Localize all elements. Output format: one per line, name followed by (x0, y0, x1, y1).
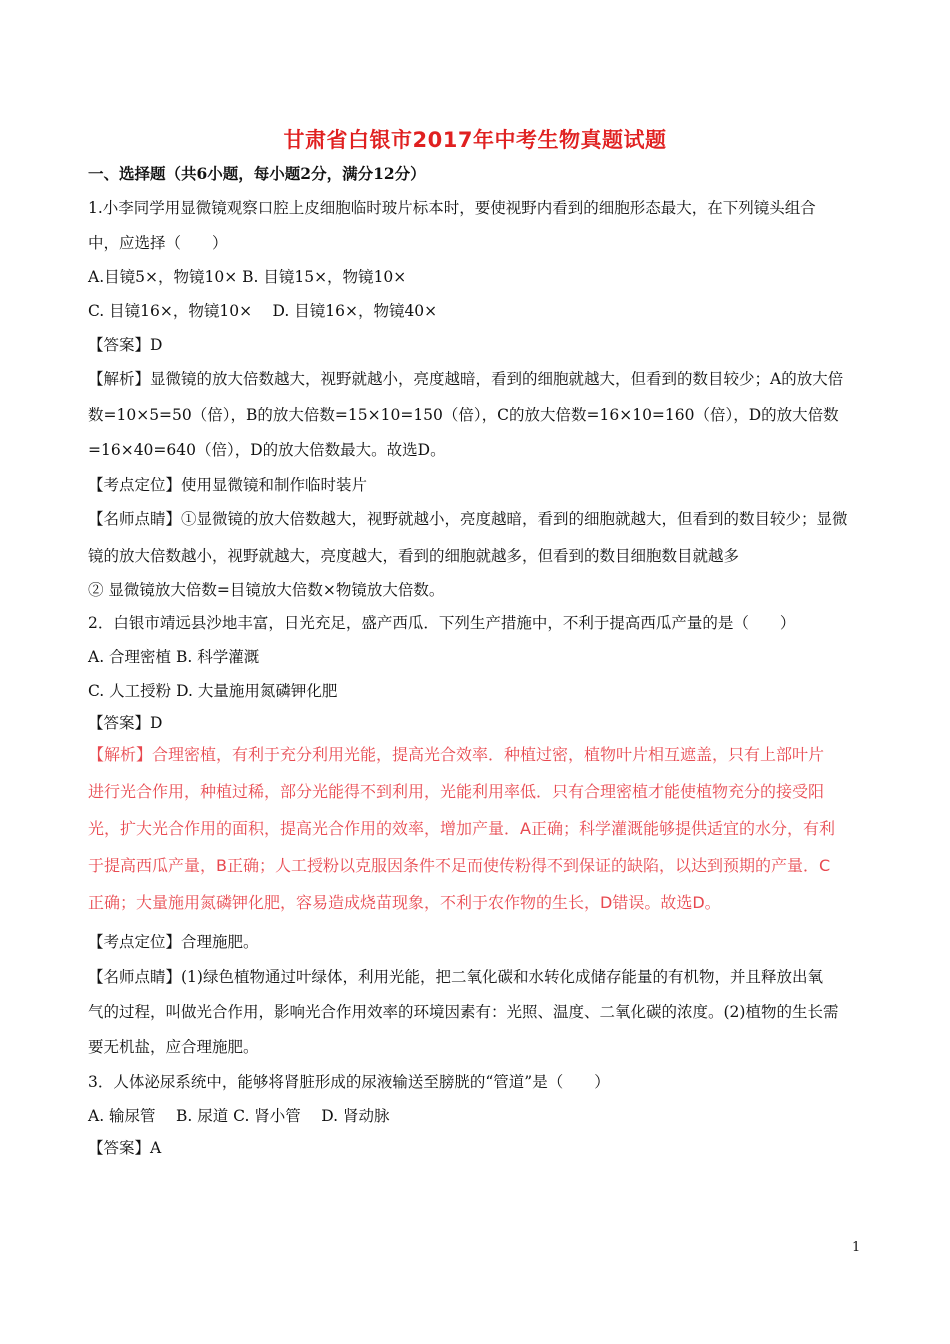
question-2-tips: 【名师点睛】(1)绿色植物通过叶绿体，利用光能，把二氧化碳和水转化成储存能量的有机物，并且释放出氧 (88, 968, 823, 986)
question-2-analysis-cont-3: 于提高西瓜产量，B正确；人工授粉以克服因条件不足而使传粉得不到保证的缺陷，以达到预期的产量．C (88, 856, 831, 875)
section-heading: 一、选择题（共6小题，每小题2分，满分12分） (88, 164, 426, 183)
question-2-tips-end: 要无机盐，应合理施肥。 (88, 1038, 259, 1056)
question-1-text-cont: 中，应选择（ ） (88, 234, 228, 252)
question-2-options-ab: A. 合理密植 B. 科学灌溉 (88, 648, 260, 666)
question-1-tips-cont: 镜的放大倍数越小，视野就越大，亮度越大，看到的细胞就越多，但看到的数目细胞数目就越多 (88, 547, 740, 565)
question-2-options-cd: C. 人工授粉 D. 大量施用氮磷钾化肥 (88, 682, 338, 700)
question-2-topic: 【考点定位】合理施肥。 (88, 933, 259, 951)
question-1-analysis-cont: 数=10×5=50（倍），B的放大倍数=15×10=150（倍），C的放大倍数=16×10=160（倍），D的放大倍数 (88, 406, 839, 424)
document-title: 甘肃省白银市2017年中考生物真题试题 (283, 128, 667, 152)
question-1-tips-end: ② 显微镜放大倍数=目镜放大倍数×物镜放大倍数。 (88, 581, 445, 599)
question-1-analysis: 【解析】显微镜的放大倍数越大，视野就越小，亮度越暗，看到的细胞就越大，但看到的数目较少；A的放大倍 (88, 370, 844, 388)
question-2-text: 2．白银市靖远县沙地丰富，日光充足，盛产西瓜．下列生产措施中，不利于提高西瓜产量的是（ ） (88, 614, 796, 632)
question-1-text: 1.小李同学用显微镜观察口腔上皮细胞临时玻片标本时，要使视野内看到的细胞形态最大，在下列镜头组合 (88, 199, 816, 217)
question-2-analysis-end: 正确；大量施用氮磷钾化肥，容易造成烧苗现象，不利于农作物的生长，D错误。故选D。 (88, 893, 721, 912)
question-1-analysis-end: =16×40=640（倍），D的放大倍数最大。故选D。 (88, 441, 446, 459)
question-2-analysis-cont-2: 光，扩大光合作用的面积，提高光合作用的效率，增加产量．A正确；科学灌溉能够提供适宜的水分，有利 (88, 819, 835, 838)
question-2-analysis: 【解析】合理密植，有利于充分利用光能，提高光合效率．种植过密，植物叶片相互遮盖，只有上部叶片 (88, 745, 825, 764)
question-3-answer: 【答案】A (88, 1139, 162, 1157)
question-1-answer: 【答案】D (88, 336, 163, 354)
question-1-topic: 【考点定位】使用显微镜和制作临时装片 (88, 476, 368, 494)
question-1-options-cd: C. 目镜16×，物镜10× D. 目镜16×，物镜40× (88, 302, 438, 320)
question-2-answer: 【答案】D (88, 714, 163, 732)
question-1-tips: 【名师点睛】①显微镜的放大倍数越大，视野就越小，亮度越暗，看到的细胞就越大，但看到的数目较少；显微 (88, 510, 848, 528)
question-1-options-ab: A.目镜5×，物镜10× B. 目镜15×，物镜10× (88, 268, 407, 286)
page-number: 1 (852, 1240, 861, 1255)
question-2-tips-cont: 气的过程，叫做光合作用，影响光合作用效率的环境因素有：光照、温度、二氧化碳的浓度。(2)植物的生长需 (88, 1003, 839, 1021)
question-2-analysis-cont-1: 进行光合作用，种植过稀，部分光能得不到利用，光能利用率低．只有合理密植才能使植物充分的接受阳 (88, 782, 825, 801)
question-3-options: A. 输尿管 B. 尿道 C. 肾小管 D. 肾动脉 (88, 1107, 390, 1125)
question-3-text: 3．人体泌尿系统中，能够将肾脏形成的尿液输送至膀胱的“管道”是（ ） (88, 1073, 610, 1091)
